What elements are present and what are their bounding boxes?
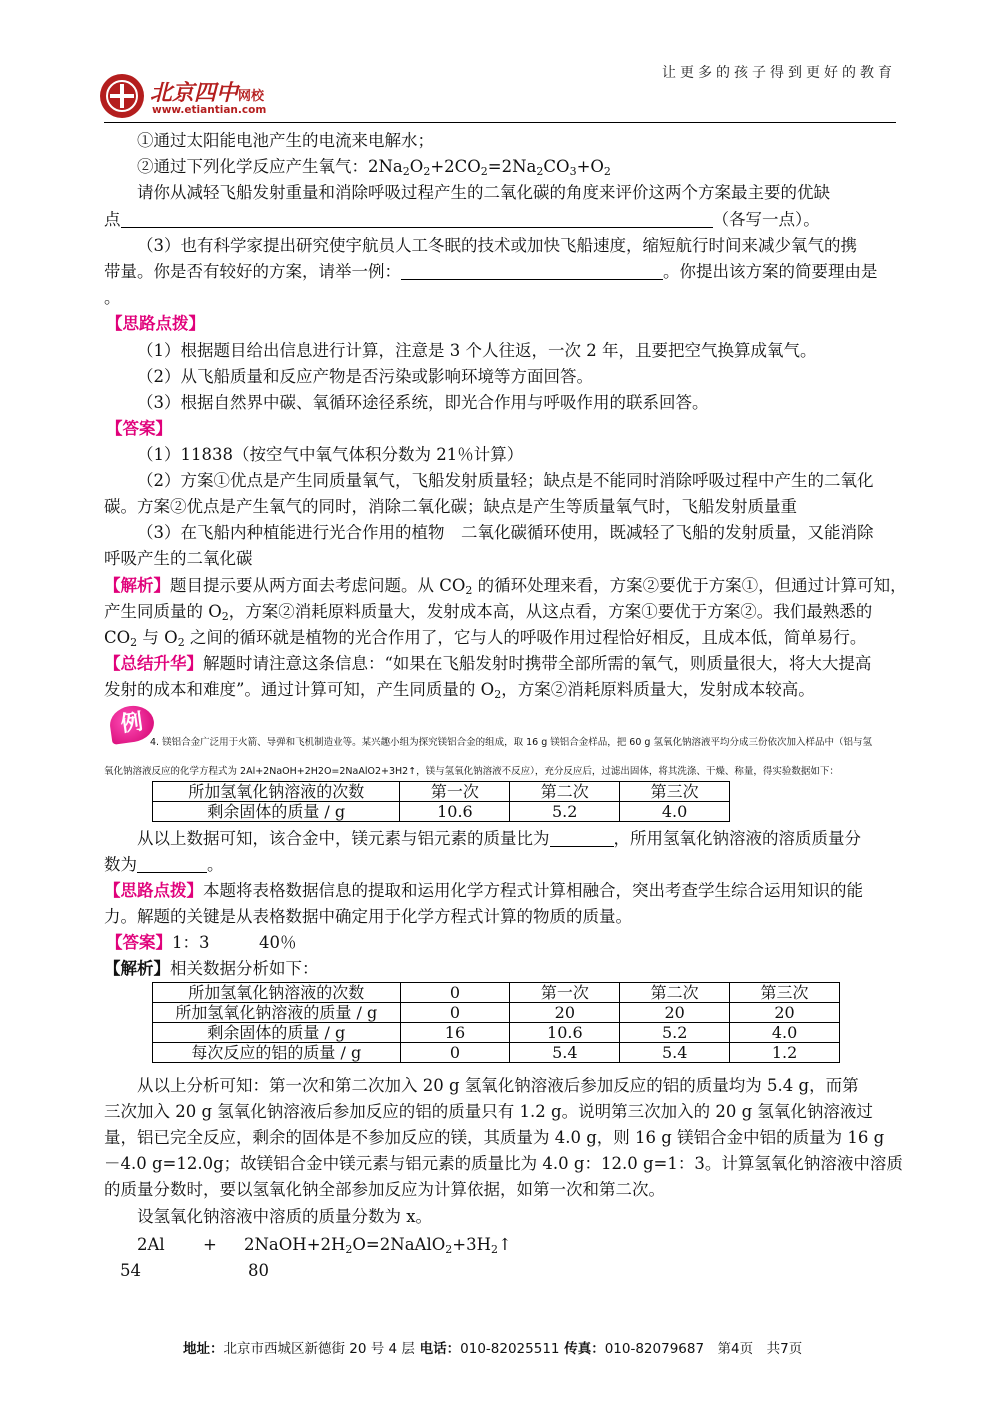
molar-mass-al: 54 [120, 1261, 141, 1280]
text-line: 【解析】题目提示要从两方面去考虑问题。从 $CO_2$ 的循环处理来看，方案②要优于方案①，但通过计算可知， [104, 576, 907, 597]
molar-mass-naoh: 80 [248, 1261, 269, 1280]
table-cell: 第二次 [620, 983, 730, 1003]
answer-blank[interactable] [121, 211, 713, 228]
table-row [153, 1043, 840, 1063]
table-cell: 20 [510, 1003, 620, 1023]
text-line: 呼吸产生的二氧化碳 [104, 549, 253, 568]
question-text: 氧化钠溶液反应的化学方程式为 2Al+2NaOH+2H2O=2NaAlO2+3H2↑，镁与氢氧化钠溶液不反应），充分反应后，过滤出固体，将其洗涤、干燥、称量，得实验数据如下： [104, 766, 839, 777]
text-line: $CO_2$ 与 $O_2$ 之间的循环就是植物的光合作用了，它与人的呼吸作用过程恰好相反，且成本低，简单易行。 [104, 628, 867, 649]
text-line: 【答案】1：3 40％ [106, 933, 297, 952]
answer-blank[interactable] [550, 830, 614, 847]
data-table-1 [152, 781, 730, 822]
data-table-2 [152, 982, 840, 1063]
table-cell: 5.2 [510, 802, 620, 822]
text-line: 【总结升华】解题时请注意这条信息：“如果在飞船发射时携带全部所需的氧气，则质量很大，将大大提高 [104, 654, 872, 673]
text-line: 产生同质量的 $O_2$，方案②消耗原料质量大，发射成本高，从这点看，方案①要优于方案②。我们最熟悉的 [104, 602, 873, 623]
table-cell: 剩余固体的质量 / g [153, 1023, 401, 1043]
text-line: 碳。方案②优点是产生氧气的同时，消除二氧化碳；缺点是产生等质量氧气时，飞船发射质量重 [104, 497, 797, 516]
table-cell: 第一次 [510, 983, 620, 1003]
table-cell: 5.4 [620, 1043, 730, 1063]
table-row [153, 1003, 840, 1023]
equation-al: 2Al [137, 1235, 165, 1254]
text-line: 从以上数据可知，该合金中，镁元素与铝元素的质量比为 ，所用氢氧化钠溶液的溶质质量分 [137, 829, 861, 848]
text-line: 量，铝已完全反应，剩余的固体是不参加反应的镁，其质量为 4.0 g，则 16 g 镁铝合金中铝的质量为 16 g [104, 1128, 885, 1147]
text-line: 三次加入 20 g 氢氧化钠溶液后参加反应的铝的质量只有 1.2 g。说明第三次加入的 20 g 氢氧化钠溶液过 [104, 1102, 873, 1121]
table-cell: 所加氢氧化钠溶液的质量 / g [153, 1003, 401, 1023]
text-line: 从以上分析可知：第一次和第二次加入 20 g 氢氧化钠溶液后参加反应的铝的质量均为 5.4 g，而第 [137, 1076, 859, 1095]
table-row [153, 782, 730, 802]
text-line: （3）根据自然界中碳、氧循环途径系统，即光合作用与呼吸作用的联系回答。 [137, 393, 709, 412]
table-cell: 所加氢氧化钠溶液的次数 [153, 782, 400, 802]
text-line: 数为 。 [104, 855, 224, 874]
text-line: （3）也有科学家提出研究使宇航员人工冬眠的技术或加快飞船速度，缩短航行时间来减少氧气的携 [137, 236, 857, 255]
text-line: 的质量分数时，要以氢氧化钠全部参加反应为计算依据，如第一次和第二次。 [104, 1180, 665, 1199]
table-cell: 第二次 [510, 782, 620, 802]
table-cell: 20 [730, 1003, 840, 1023]
table-row [153, 1023, 840, 1043]
table-cell: 4.0 [730, 1023, 840, 1043]
table-cell: 第三次 [730, 983, 840, 1003]
text-line: 带量。你是否有较好的方案，请举一例： 。你提出该方案的简要理由是 [104, 262, 878, 281]
text-line: ②通过下列化学反应产生氧气：$2Na_2O_2+2CO_2=2Na_2CO_3+O_2$ [137, 157, 611, 178]
question-text: 4. 镁铝合金广泛用于火箭、导弹和飞机制造业等。某兴趣小组为探究镁铝合金的组成，取 16 g 镁铝合金样品，把 60 g 氢氧化钠溶液平均分成三份依次加入样品中（铝与氢 [150, 737, 872, 748]
section-tag: 【答案】 [106, 419, 172, 438]
logo [100, 74, 300, 120]
table-cell: 第三次 [620, 782, 730, 802]
table-row [153, 983, 840, 1003]
table-row [153, 802, 730, 822]
table-cell: 5.4 [510, 1043, 620, 1063]
text-line: （2）从飞船质量和反应产物是否污染或影响环境等方面回答。 [137, 367, 593, 386]
text-line: 点 （各写一点）。 [104, 210, 820, 229]
table-cell: 每次反应的铝的质量 / g [153, 1043, 401, 1063]
table-cell: 0 [400, 983, 510, 1003]
table-cell: 1.2 [730, 1043, 840, 1063]
section-tag: 【思路点拨】 [106, 314, 205, 333]
text-line: 请你从减轻飞船发射重量和消除呼吸过程产生的二氧化碳的角度来评价这两个方案最主要的优缺 [137, 183, 830, 202]
text-line: 。 [104, 288, 121, 307]
table-cell: 16 [400, 1023, 510, 1043]
footer: 地址：北京市西城区新德街 20 号 4 层 电话：010-82025511 传真：010-82079687 第4页 共7页 [183, 1341, 803, 1357]
table-cell: 10.6 [510, 1023, 620, 1043]
header-rule [104, 122, 896, 123]
table-cell: 0 [400, 1003, 510, 1023]
text-line: 设氢氧化钠溶液中溶质的质量分数为 x。 [137, 1207, 433, 1226]
table-cell: 20 [620, 1003, 730, 1023]
equation-plus: + [203, 1235, 217, 1254]
text-line: 【思路点拨】本题将表格数据信息的提取和运用化学方程式计算相融合，突出考查学生综合运用知识的能 [104, 881, 863, 900]
equation: $2NaOH+2H_2O=2NaAlO_2+3H_2↑$ [244, 1235, 512, 1256]
text-line: （1）11838（按空气中氧气体积分数为 21％计算） [137, 445, 524, 464]
answer-blank[interactable] [401, 263, 663, 280]
logo-emblem-icon [100, 74, 144, 118]
text-line: 【解析】相关数据分析如下： [104, 959, 319, 978]
text-line: 力。解题的关键是从表格数据中确定用于化学方程式计算的物质的质量。 [104, 907, 632, 926]
text-line: ①通过太阳能电池产生的电流来电解水； [137, 131, 434, 150]
logo-brand: 北京四中网校 [150, 80, 265, 106]
answer-blank[interactable] [137, 856, 207, 873]
text-line: 发射的成本和难度”。通过计算可知，产生同质量的 $O_2$，方案②消耗原料质量大，发射成本较高。 [104, 680, 815, 701]
table-cell: 10.6 [400, 802, 510, 822]
table-cell: 剩余固体的质量 / g [153, 802, 400, 822]
text-line: （3）在飞船内种植能进行光合作用的植物 二氧化碳循环使用，既减轻了飞船的发射质量，又能消除 [137, 523, 874, 542]
table-cell: 0 [400, 1043, 510, 1063]
table-cell: 4.0 [620, 802, 730, 822]
logo-url: www.etiantian.com [152, 104, 267, 116]
header-slogan: 让更多的孩子得到更好的教育 [662, 65, 896, 81]
example-badge-icon: 例 [108, 703, 157, 745]
text-line: （2）方案①优点是产生同质量氧气，飞船发射质量轻；缺点是不能同时消除呼吸过程中产生的二氧化 [137, 471, 874, 490]
table-cell: 所加氢氧化钠溶液的次数 [153, 983, 401, 1003]
text-line: （1）根据题目给出信息进行计算，注意是 3 个人往返，一次 2 年，且要把空气换算成氧气。 [137, 341, 817, 360]
text-line: －4.0 g=12.0g；故镁铝合金中镁元素与铝元素的质量比为 4.0 g：12.0 g=1：3。计算氢氧化钠溶液中溶质 [104, 1154, 903, 1173]
table-cell: 第一次 [400, 782, 510, 802]
table-cell: 5.2 [620, 1023, 730, 1043]
